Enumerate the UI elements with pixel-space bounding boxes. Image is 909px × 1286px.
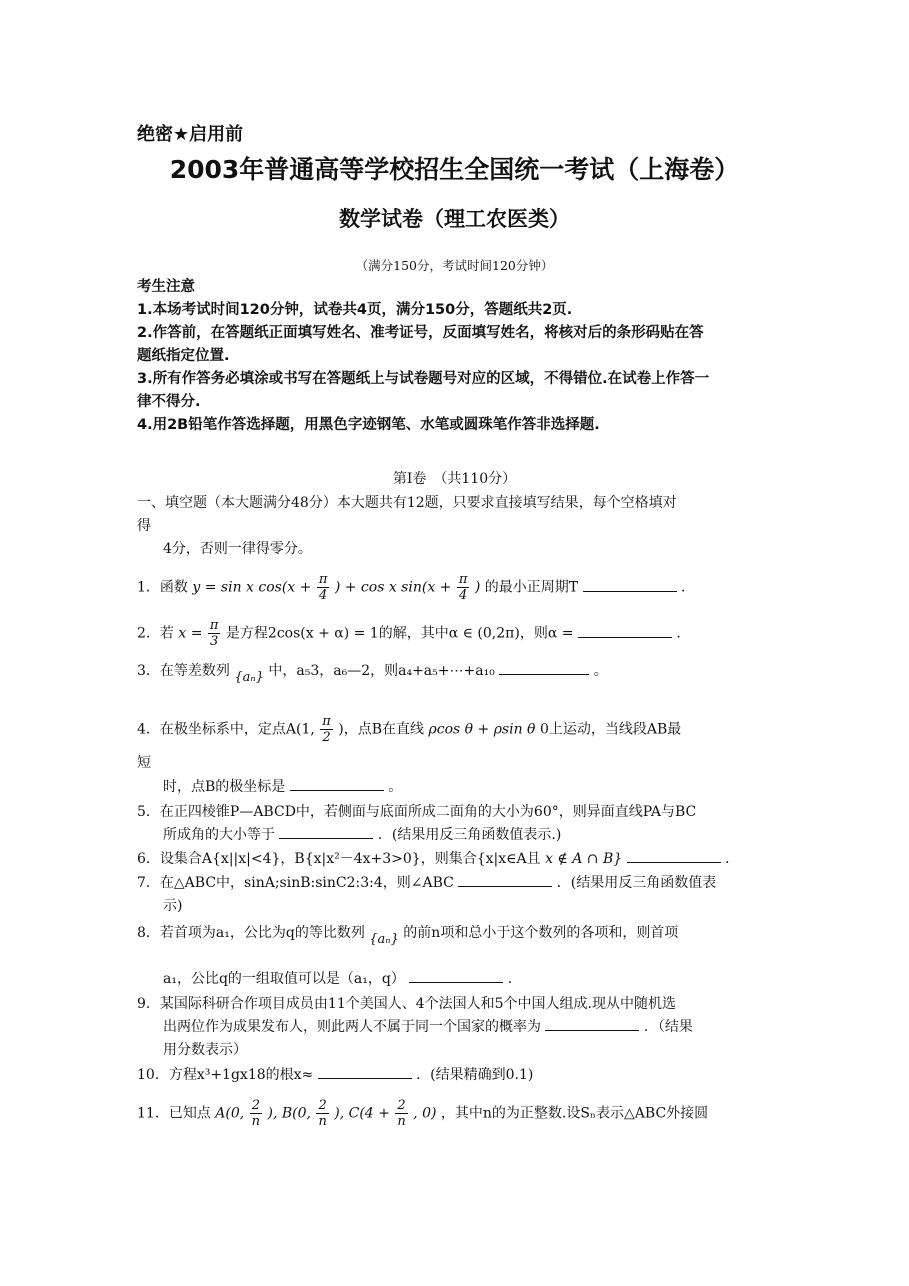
secret-label: 绝密★启用前 xyxy=(137,124,244,145)
notice-line: 题纸指定位置. xyxy=(137,348,230,364)
question-6: 6．设集合A{x||x|<4}，B{x|x²－4x+3>0}，则集合{x|x∈A且 x ∉ A ∩ B} ． xyxy=(137,848,777,871)
question-8: 8．若首项为a₁，公比为q的等比数列 {aₙ} 的前n项和总小于这个数列的各项和，则首项 xyxy=(137,925,679,947)
fraction: $\frac{\pi}{3}$ xyxy=(209,618,219,649)
notice-heading: 考生注意 xyxy=(137,279,195,295)
answer-blank[interactable] xyxy=(583,577,677,592)
exam-title: 2003年普通高等学校招生全国统一考试（上海卷） xyxy=(169,155,740,184)
notice-line: 4.用2B铅笔作答选择题，用黑色字迹钢笔、水笔或圆珠笔作答非选择题. xyxy=(137,417,600,433)
notice-line: 3.所有作答务必填涂或书写在答题纸上与试卷题号对应的区域，不得错位.在试卷上作答一 xyxy=(137,371,710,387)
question-7: 7．在△ABC中，sinA;sinB:sinC2:3:4，则∠ABC ．(结果用反三角函数值表 xyxy=(137,872,777,895)
fraction: $\frac{\pi}{4}$ xyxy=(458,572,468,603)
answer-blank[interactable] xyxy=(499,660,589,675)
question-7-line2: 示) xyxy=(163,898,183,914)
answer-blank[interactable] xyxy=(290,776,384,791)
answer-blank[interactable] xyxy=(578,623,672,638)
answer-blank[interactable] xyxy=(279,824,373,839)
part-heading: 第Ⅰ卷 （共110分） xyxy=(392,471,517,487)
question-4-line3: 时，点B的极坐标是 。 xyxy=(137,776,803,799)
question-3: 3．在等差数列 {aₙ} 中，a₅3，a₆—2，则a₄+a₅+⋯+a₁₀ 。 xyxy=(137,660,777,689)
question-5: 5．在正四棱锥P—ABCD中，若侧面与底面所成二面角的大小为60°，则异面直线PA与BC xyxy=(137,804,697,820)
question-4: 4．在极坐标系中，定点A(1, $\frac{\pi}{2}$ )，点B在直线 ρcos θ + ρsin θ 0上运动，当线段AB最 xyxy=(137,714,682,745)
fraction: $\frac{2}{n}$ xyxy=(318,1098,327,1129)
answer-blank[interactable] xyxy=(627,848,721,863)
question-4-line2: 短 xyxy=(137,755,151,771)
section-intro-line1: 一、填空题（本大题满分48分）本大题共有12题，只要求直接填写结果，每个空格填对 xyxy=(137,495,677,511)
question-9: 9．某国际科研合作项目成员由11个美国人、4个法国人和5个中国人组成.现从中随机选 xyxy=(137,996,676,1012)
question-2: 2．若 x = $\frac{\pi}{3}$ 是方程2cos(x + α) = 1的解，其中α ∈ (0,2π)，则α = ． xyxy=(137,618,691,649)
answer-blank[interactable] xyxy=(458,872,552,887)
section-intro-line2: 得 xyxy=(137,518,151,534)
section-intro-line3: 4分，否则一律得零分。 xyxy=(163,541,312,557)
notice-line: 1.本场考试时间120分钟，试卷共4页，满分150分，答题纸共2页. xyxy=(137,302,573,318)
answer-blank[interactable] xyxy=(409,968,503,983)
fraction: $\frac{\pi}{4}$ xyxy=(318,572,328,603)
question-10: 10．方程x³+1gx18的根x≈ ．(结果精确到0.1) xyxy=(137,1064,777,1087)
question-5-line2: 所成角的大小等于 ．(结果用反三角函数值表示.) xyxy=(137,824,803,847)
notice-line: 律不得分. xyxy=(137,394,201,410)
question-8-line2: a₁，公比q的一组取值可以是（a₁，q） ． xyxy=(137,968,803,991)
fraction: $\frac{2}{n}$ xyxy=(251,1098,261,1129)
fraction: $\frac{\pi}{2}$ xyxy=(322,714,331,745)
question-1: 1．函数 y = sin x cos(x + $\frac{\pi}{4}$ ) + cos x sin(x + $\frac{\pi}{4}$ ) 的最小正周期T ． xyxy=(137,572,696,603)
answer-blank[interactable] xyxy=(545,1016,639,1031)
question-9-line2: 出两位作为成果发布人，则此两人不属于同一个国家的概率为 ．（结果 xyxy=(137,1016,803,1039)
question-9-line3: 用分数表示） xyxy=(163,1042,247,1058)
fraction: $\frac{2}{n}$ xyxy=(397,1098,406,1129)
question-11: 11．已知点 A(0, $\frac{2}{n}$ ), B(0, $\frac{2}{n}$ ), C(4 + $\frac{2}{n}$ , 0) ，其中n的为正整数.设Sₙ表示△ABC外接圆 xyxy=(137,1098,709,1129)
score-note: （满分150分，考试时间120分钟） xyxy=(355,258,554,273)
notice-block xyxy=(137,276,777,437)
notice-line: 2.作答前，在答题纸正面填写姓名、准考证号，反面填写姓名，将核对后的条形码贴在答 xyxy=(137,325,704,341)
exam-subtitle: 数学试卷（理工农医类） xyxy=(339,207,570,231)
answer-blank[interactable] xyxy=(318,1064,412,1079)
